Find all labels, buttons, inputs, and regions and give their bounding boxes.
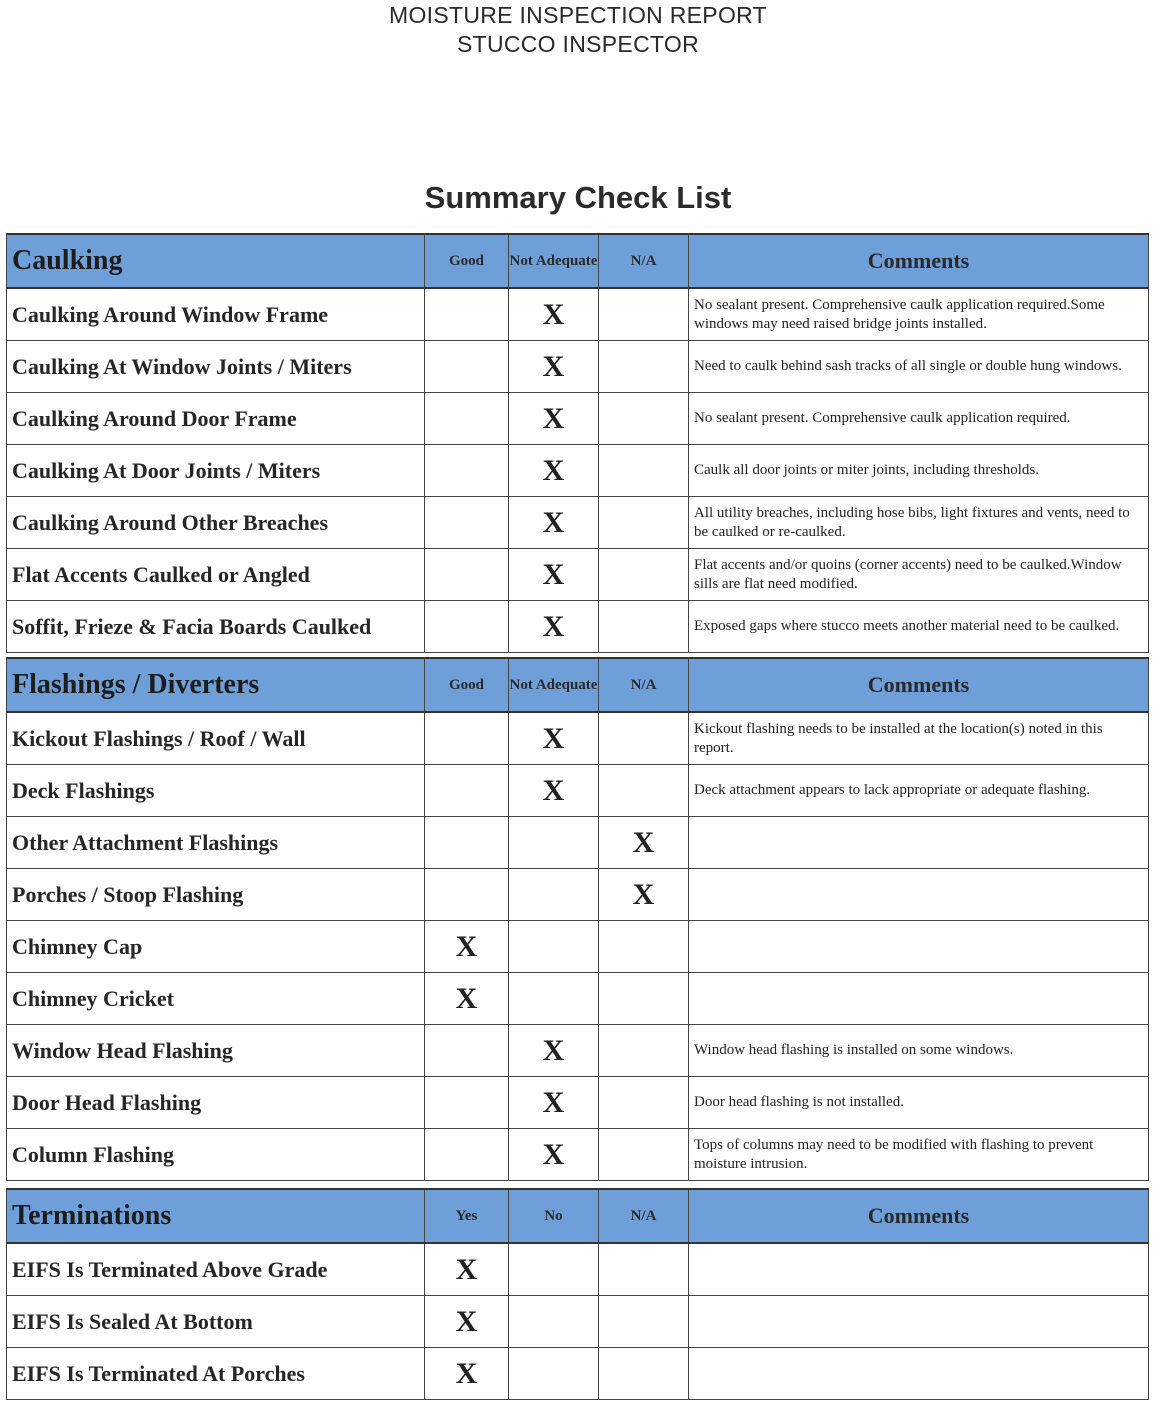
mark-col-3 <box>599 1243 689 1296</box>
mark-col-1 <box>425 445 509 497</box>
mark-col-1 <box>425 1129 509 1181</box>
mark-col-1: X <box>425 1348 509 1400</box>
mark-col-3 <box>599 765 689 817</box>
mark-col-1: X <box>425 921 509 973</box>
item-comment: Window head flashing is installed on some windows. <box>689 1025 1149 1077</box>
item-comment <box>689 1348 1149 1400</box>
item-comment <box>689 973 1149 1025</box>
item-comment: No sealant present. Comprehensive caulk application required. <box>689 393 1149 445</box>
checklist-row <box>7 1025 1149 1077</box>
column-header-2: Not Adequate <box>509 234 599 288</box>
item-label: Caulking Around Door Frame <box>7 393 425 445</box>
item-label: Caulking At Window Joints / Miters <box>7 341 425 393</box>
column-header-1: Good <box>425 234 509 288</box>
mark-col-1 <box>425 1025 509 1077</box>
mark-col-2 <box>509 817 599 869</box>
item-comment: All utility breaches, including hose bibs, light fixtures and vents, need to be caulked or re-caulked. <box>689 497 1149 549</box>
checklist-row <box>7 869 1149 921</box>
checklist-row <box>7 817 1149 869</box>
mark-col-2 <box>509 869 599 921</box>
mark-col-1: X <box>425 1296 509 1348</box>
checklist-row <box>7 765 1149 817</box>
item-comment: No sealant present. Comprehensive caulk application required.Some windows may need raised bridge joints installed. <box>689 288 1149 341</box>
item-label: EIFS Is Sealed At Bottom <box>7 1296 425 1348</box>
item-comment <box>689 921 1149 973</box>
checklist-row <box>7 1077 1149 1129</box>
item-label: Column Flashing <box>7 1129 425 1181</box>
item-label: Soffit, Frieze & Facia Boards Caulked <box>7 601 425 653</box>
item-label: Window Head Flashing <box>7 1025 425 1077</box>
checklist-row <box>7 1296 1149 1348</box>
mark-col-1: X <box>425 973 509 1025</box>
item-label: EIFS Is Terminated Above Grade <box>7 1243 425 1296</box>
column-header-1: Good <box>425 658 509 712</box>
section-title: Terminations <box>7 1189 425 1243</box>
mark-col-1 <box>425 497 509 549</box>
checklist-row <box>7 393 1149 445</box>
mark-col-2: X <box>509 601 599 653</box>
mark-col-2: X <box>509 445 599 497</box>
item-comment: Need to caulk behind sash tracks of all single or double hung windows. <box>689 341 1149 393</box>
mark-col-3 <box>599 712 689 765</box>
report-subtitle: STUCCO INSPECTOR <box>456 31 700 57</box>
item-label: Chimney Cricket <box>7 973 425 1025</box>
column-header-3: N/A <box>599 1189 689 1243</box>
checklist-row <box>7 1129 1149 1181</box>
item-label: Chimney Cap <box>7 921 425 973</box>
item-comment <box>689 817 1149 869</box>
mark-col-1 <box>425 869 509 921</box>
mark-col-1 <box>425 1077 509 1129</box>
mark-col-2: X <box>509 765 599 817</box>
item-label: EIFS Is Terminated At Porches <box>7 1348 425 1400</box>
checklist-row <box>7 288 1149 341</box>
mark-col-2: X <box>509 497 599 549</box>
checklist-row <box>7 712 1149 765</box>
mark-col-2: X <box>509 712 599 765</box>
mark-col-3 <box>599 549 689 601</box>
mark-col-3 <box>599 393 689 445</box>
mark-col-1 <box>425 817 509 869</box>
section-table-0 <box>6 233 1149 653</box>
checklist-row <box>7 549 1149 601</box>
mark-col-2 <box>509 1243 599 1296</box>
checklist-row <box>7 445 1149 497</box>
mark-col-1 <box>425 765 509 817</box>
column-header-2: Not Adequate <box>509 658 599 712</box>
item-comment: Tops of columns may need to be modified with flashing to prevent moisture intrusion. <box>689 1129 1149 1181</box>
mark-col-3 <box>599 497 689 549</box>
mark-col-2 <box>509 921 599 973</box>
mark-col-1 <box>425 601 509 653</box>
item-label: Other Attachment Flashings <box>7 817 425 869</box>
checklist-row <box>7 1243 1149 1296</box>
mark-col-2: X <box>509 1025 599 1077</box>
column-header-2: No <box>509 1189 599 1243</box>
comments-header: Comments <box>689 658 1149 712</box>
mark-col-3 <box>599 1348 689 1400</box>
item-comment: Caulk all door joints or miter joints, including thresholds. <box>689 445 1149 497</box>
section-title: Flashings / Diverters <box>7 658 425 712</box>
mark-col-3 <box>599 601 689 653</box>
mark-col-3 <box>599 921 689 973</box>
mark-col-2: X <box>509 288 599 341</box>
comments-header: Comments <box>689 1189 1149 1243</box>
item-label: Door Head Flashing <box>7 1077 425 1129</box>
mark-col-3 <box>599 1129 689 1181</box>
mark-col-2 <box>509 1348 599 1400</box>
report-title: MOISTURE INSPECTION REPORT <box>389 2 767 28</box>
column-header-1: Yes <box>425 1189 509 1243</box>
checklist-row <box>7 497 1149 549</box>
mark-col-3 <box>599 1025 689 1077</box>
item-comment <box>689 1296 1149 1348</box>
mark-col-2: X <box>509 1077 599 1129</box>
item-comment: Kickout flashing needs to be installed at the location(s) noted in this report. <box>689 712 1149 765</box>
column-header-3: N/A <box>599 234 689 288</box>
mark-col-2: X <box>509 549 599 601</box>
item-comment: Flat accents and/or quoins (corner accents) need to be caulked.Window sills are flat need modified. <box>689 549 1149 601</box>
item-comment: Deck attachment appears to lack appropriate or adequate flashing. <box>689 765 1149 817</box>
item-label: Kickout Flashings / Roof / Wall <box>7 712 425 765</box>
mark-col-1 <box>425 288 509 341</box>
mark-col-3: X <box>599 817 689 869</box>
item-label: Porches / Stoop Flashing <box>7 869 425 921</box>
column-header-3: N/A <box>599 658 689 712</box>
section-header-row <box>7 658 1149 712</box>
section-header-row <box>7 1189 1149 1243</box>
item-comment <box>689 1243 1149 1296</box>
mark-col-1 <box>425 341 509 393</box>
mark-col-3 <box>599 1077 689 1129</box>
mark-col-2 <box>509 973 599 1025</box>
mark-col-3: X <box>599 869 689 921</box>
item-label: Flat Accents Caulked or Angled <box>7 549 425 601</box>
comments-header: Comments <box>689 234 1149 288</box>
mark-col-3 <box>599 288 689 341</box>
mark-col-1 <box>425 712 509 765</box>
section-title: Caulking <box>7 234 425 288</box>
item-label: Deck Flashings <box>7 765 425 817</box>
item-label: Caulking At Door Joints / Miters <box>7 445 425 497</box>
checklist-row <box>7 921 1149 973</box>
item-comment <box>689 869 1149 921</box>
mark-col-2: X <box>509 1129 599 1181</box>
item-label: Caulking Around Other Breaches <box>7 497 425 549</box>
mark-col-3 <box>599 445 689 497</box>
mark-col-1 <box>425 393 509 445</box>
mark-col-2: X <box>509 393 599 445</box>
checklist-title: Summary Check List <box>424 180 732 215</box>
mark-col-3 <box>599 341 689 393</box>
mark-col-2 <box>509 1296 599 1348</box>
item-comment: Door head flashing is not installed. <box>689 1077 1149 1129</box>
mark-col-3 <box>599 1296 689 1348</box>
item-label: Caulking Around Window Frame <box>7 288 425 341</box>
mark-col-3 <box>599 973 689 1025</box>
item-comment: Exposed gaps where stucco meets another material need to be caulked. <box>689 601 1149 653</box>
section-header-row <box>7 234 1149 288</box>
mark-col-1 <box>425 549 509 601</box>
mark-col-2: X <box>509 341 599 393</box>
checklist-row <box>7 1348 1149 1400</box>
section-table-1 <box>6 657 1149 1181</box>
checklist-row <box>7 973 1149 1025</box>
mark-col-1: X <box>425 1243 509 1296</box>
section-table-2 <box>6 1188 1149 1400</box>
checklist-row <box>7 601 1149 653</box>
checklist-row <box>7 341 1149 393</box>
